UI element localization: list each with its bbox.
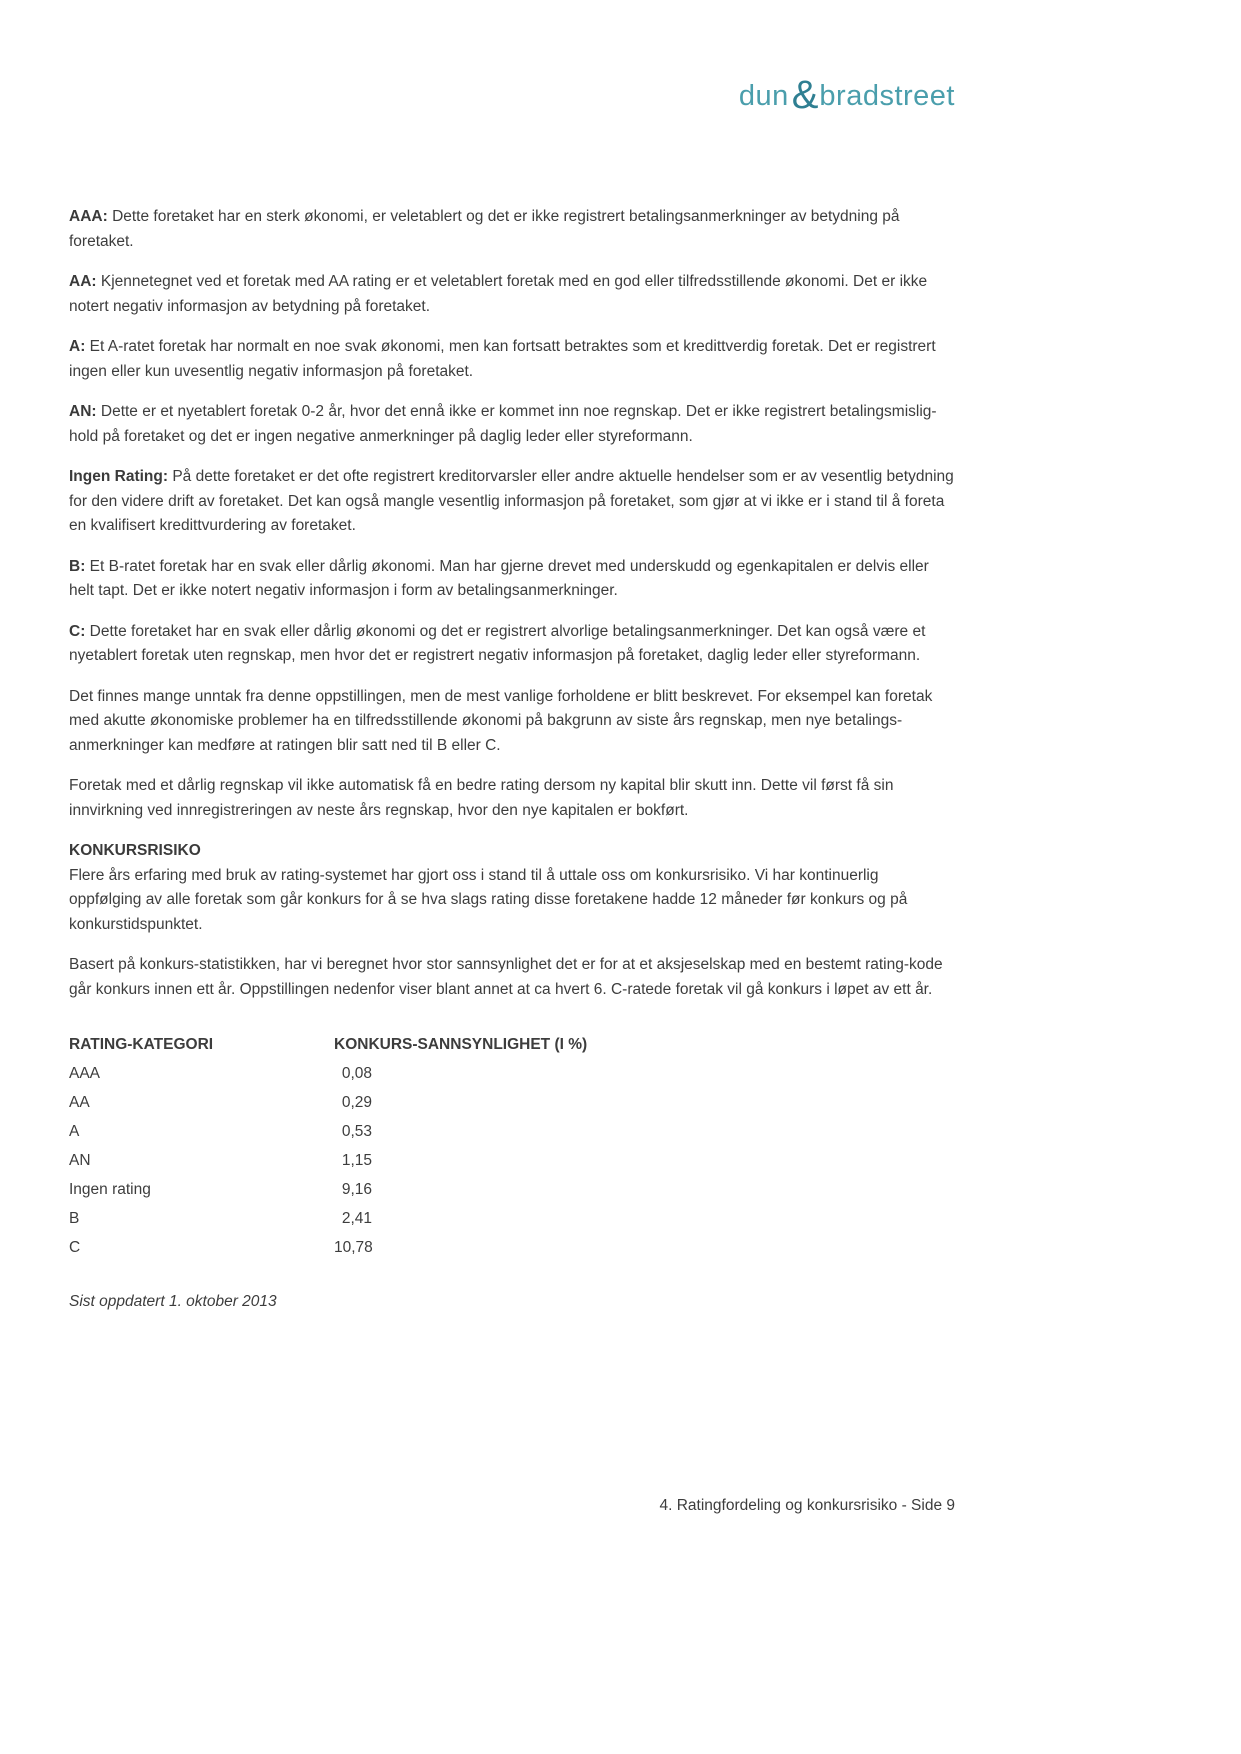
table-cell-category: AA: [69, 1094, 90, 1111]
section-konkursrisiko: [69, 839, 955, 1002]
table-cell-probability: 0,29: [341, 1094, 372, 1111]
konkursrisiko-paragraph-2: Basert på konkurs-statistikken, har vi beregnet hvor stor sannsynlighet det er for at et aksjeselskap med en bestemt rating-kode går konkurs innen ett år. Oppstillingen nedenfor viser blant annet at ca hvert 6. C-ratede foretak vil gå konkurs i løpet av ett år.: [69, 956, 943, 998]
rating-text-aaa: Dette foretaket har en sterk økonomi, er veletablert og det er ikke registrert betalingsanmerkninger av betydning på foretaket.: [69, 208, 900, 250]
konkursrisiko-paragraph-1: Flere års erfaring med bruk av rating-systemet har gjort oss i stand til å uttale oss om konkursrisiko. Vi har kontinuerlig oppfølging av alle foretak som går konkurs for å se hva slags rating disse foretakene hadde 12 måneder før konkurs og på konkurstidspunktet.: [69, 866, 908, 933]
paragraph-rating-b: [69, 555, 955, 604]
table-header-row: [69, 1030, 955, 1059]
table-row-aaa: [69, 1059, 955, 1088]
paragraph-rating-a: [69, 335, 955, 384]
paragraph-rating-aa: [69, 270, 955, 319]
rating-text-ingen: På dette foretaket er det ofte registrert kreditorvarsler eller andre aktuelle hendelser som er av vesentlig betydning for den videre drift av foretaket. Det kan også mangle vesentlig informasjon på foretaket, som gjør at vi ikke er i stand til å foreta en kvalifisert kredittvurdering av foretaket.: [69, 468, 954, 534]
rating-text-c: Dette foretaket har en svak eller dårlig økonomi og det er registrert alvorlige betalingsanmerkninger. Det kan også være et nyetablert foretak uten regnskap, men hvor det er registrert negativ informasjon på foretaket, daglig leder eller styreformann.: [69, 622, 926, 664]
table-cell-probability: 1,15: [341, 1152, 372, 1169]
table-row-an: [69, 1146, 955, 1175]
konkursrisiko-heading: KONKURSRISIKO: [69, 842, 201, 859]
table-cell-probability: 10,78: [334, 1239, 373, 1256]
table-header-rating-category: RATING-KATEGORI: [69, 1036, 214, 1053]
rating-probability-table: [69, 1030, 955, 1262]
rating-label-aa: AA:: [69, 273, 97, 290]
table-cell-category: Ingen rating: [69, 1181, 151, 1198]
rating-text-an: Dette er et nyetablert foretak 0-2 år, hvor det ennå ikke er kommet inn noe regnskap. Det er ikke registrert betalingsmislig- hold på foretaket og det er ingen negative anmerkninger på daglig leder eller styreformann.: [69, 403, 937, 445]
paragraph-konkursrisiko-intro: [69, 839, 955, 937]
rating-label-b: B:: [69, 557, 86, 575]
table-cell-probability: 2,41: [341, 1210, 372, 1227]
paragraph-rating-ingen: [69, 465, 955, 539]
last-updated-note: Sist oppdatert 1. oktober 2013: [69, 1293, 277, 1310]
logo-word-bradstreet: bradstreet: [819, 80, 955, 112]
paragraph-rating-an: [69, 400, 955, 449]
rating-text-b: Et B-ratet foretak har en svak eller dårlig økonomi. Man har gjerne drevet med underskudd og egenkapitalen er delvis eller helt tapt. Det er ikke notert negativ informasjon i form av betalingsanmerkninger.: [69, 557, 929, 599]
table-cell-probability: 0,53: [341, 1123, 372, 1140]
table-cell-category: B: [69, 1210, 80, 1227]
rating-label-aaa: AAA:: [69, 208, 108, 225]
table-cell-category: AAA: [69, 1065, 101, 1082]
logo-ampersand-icon: &: [791, 73, 819, 117]
paragraph-exceptions: [69, 685, 955, 759]
table-header-konkurs-probability: KONKURS-SANNSYNLIGHET (I %): [334, 1036, 588, 1053]
table-row-a: [69, 1117, 955, 1146]
rating-text-a: Et A-ratet foretak har normalt en noe svak økonomi, men kan fortsatt betraktes som et kredittverdig foretak. Det er registrert ingen eller kun uvesentlig negativ informasjon på foretaket.: [69, 338, 936, 380]
table-cell-probability: 9,16: [341, 1181, 372, 1198]
document-body: [69, 205, 955, 1315]
table-row-ingen-rating: [69, 1175, 955, 1204]
dun-bradstreet-logo: [69, 70, 955, 115]
logo-word-dun: dun: [738, 80, 789, 112]
rating-label-c: C:: [69, 622, 86, 640]
table-cell-category: C: [69, 1239, 81, 1256]
table-cell-category: AN: [69, 1152, 91, 1169]
rating-text-aa: Kjennetegnet ved et foretak med AA rating er et veletablert foretak med en god eller tilfredsstillende økonomi. Det er ikke notert negativ informasjon av betydning på foretaket.: [69, 273, 928, 315]
table-row-b: [69, 1204, 955, 1233]
paragraph-new-capital: [69, 774, 955, 823]
paragraph-exceptions-text: Det finnes mange unntak fra denne oppstillingen, men de mest vanlige forholdene er blitt beskrevet. For eksempel kan foretak med akutte økonomiske problemer ha en tilfredsstillende økonomi på bakgrunn av siste års regnskap, men nye betalings- anmerkninger kan medføre at ratingen blir satt ned til B eller C.: [69, 687, 933, 754]
table-cell-probability: 0,08: [341, 1065, 372, 1082]
table-row-aa: [69, 1088, 955, 1117]
page-footer: 4. Ratingfordeling og konkursrisiko - Side 9: [659, 1497, 955, 1514]
paragraph-konkursrisiko-statistics: [69, 953, 955, 1002]
paragraph-rating-aaa: [69, 205, 955, 254]
rating-label-an: AN:: [69, 403, 97, 420]
paragraph-rating-c: [69, 620, 955, 669]
table-row-c: [69, 1233, 955, 1262]
rating-label-ingen: Ingen Rating:: [69, 468, 169, 485]
rating-label-a: A:: [69, 338, 86, 355]
table-cell-category: A: [69, 1123, 80, 1140]
paragraph-new-capital-text: Foretak med et dårlig regnskap vil ikke automatisk få en bedre rating dersom ny kapital blir skutt inn. Dette vil først få sin innvirkning ved innregistreringen av neste års regnskap, hvor den nye kapitalen er bokført.: [69, 777, 894, 819]
